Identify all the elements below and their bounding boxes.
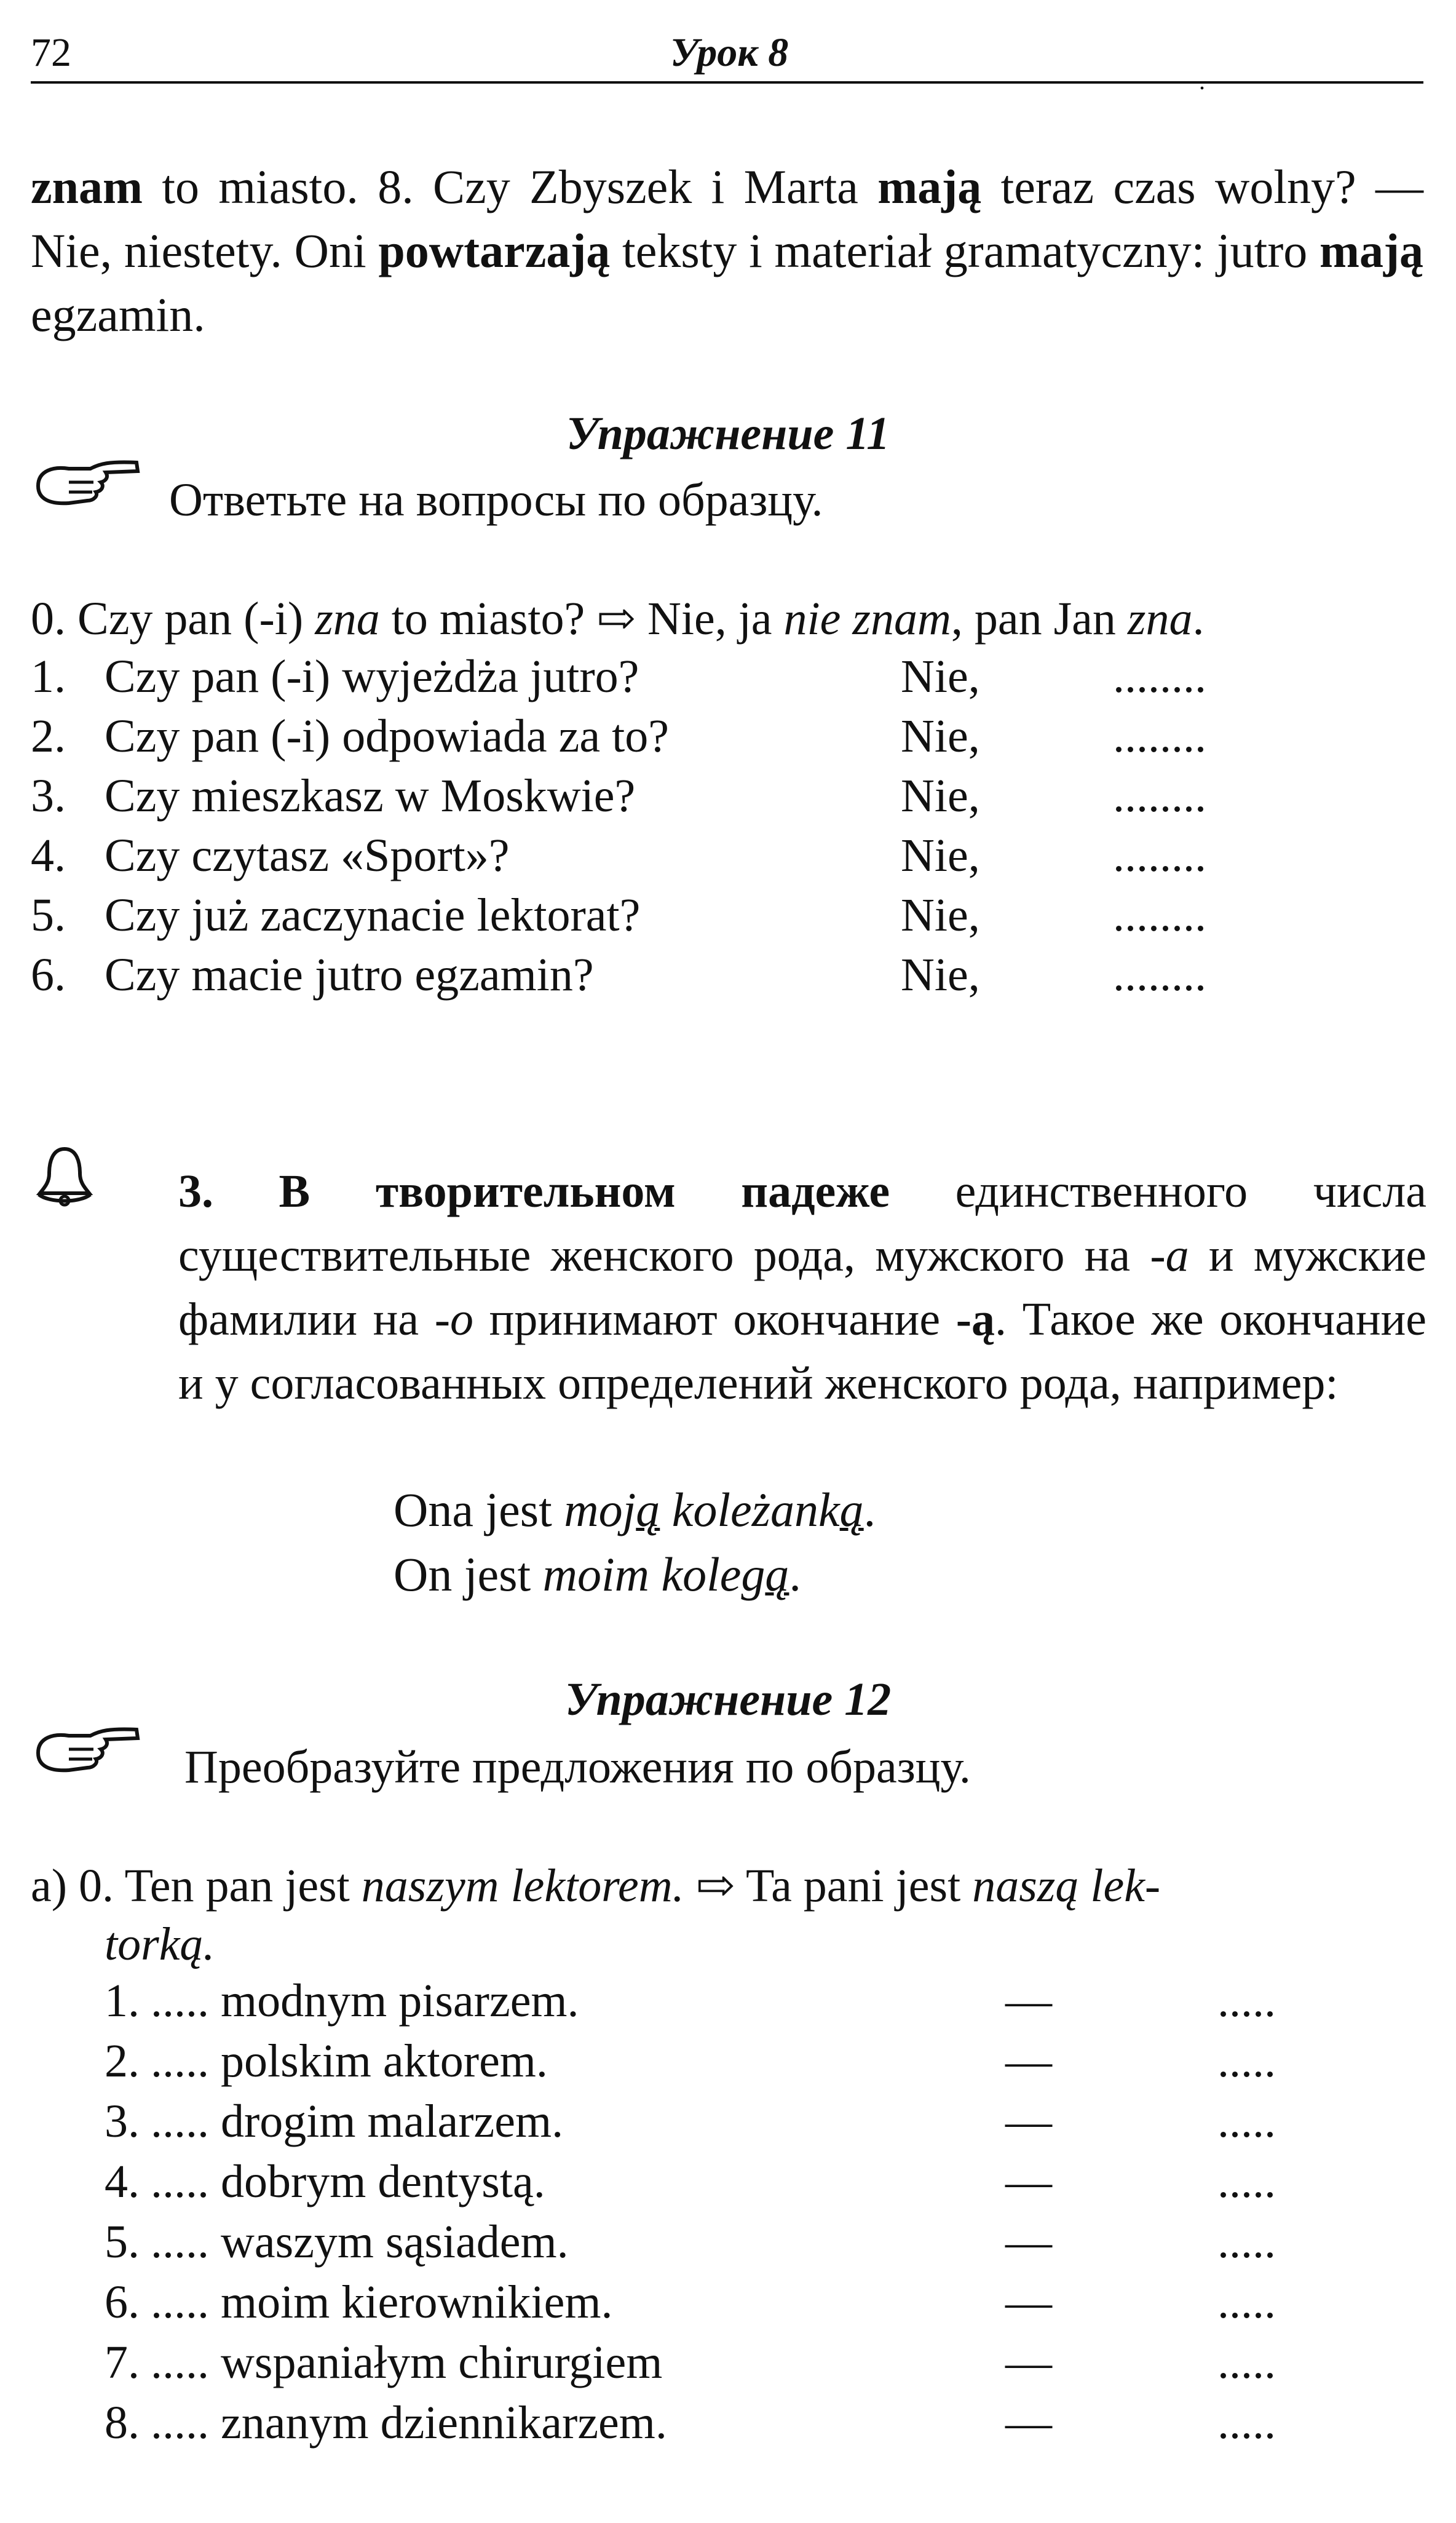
dash-separator: —: [1005, 2216, 1052, 2268]
dash-separator: —: [1005, 2096, 1052, 2147]
answer-start: Nie,: [901, 770, 980, 822]
text-run: -о: [434, 1293, 474, 1345]
dash-separator: —: [1005, 2397, 1052, 2449]
text-run: to miasto? ⇨ Nie, ja: [379, 593, 784, 645]
text-run: moj: [564, 1483, 636, 1536]
pointing-hand-icon: [32, 1722, 149, 1784]
answer-blank: .....: [1217, 2216, 1276, 2268]
answer-start: Nie,: [901, 949, 980, 1001]
row-number: 8.: [105, 2397, 140, 2449]
question-text: Czy mieszkasz w Moskwie?: [105, 770, 636, 822]
running-title: Урок 8: [670, 30, 789, 75]
question-text: Czy pan (-i) odpowiada za to?: [105, 710, 669, 762]
text-run: . Такое же окончание и у согласованных определений женского рода, например:: [178, 1293, 1426, 1409]
text-run: zna: [1127, 593, 1193, 645]
exercise-11-instruction: Ответьте на вопросы по образцу.: [169, 474, 823, 526]
answer-blank: ........: [1113, 770, 1206, 822]
answer-blank: ........: [1113, 830, 1206, 881]
row-number: 6.: [31, 949, 66, 1001]
dash-separator: —: [1005, 2337, 1052, 2388]
text-run: nie znam: [783, 593, 951, 645]
sentence-text: ..... dobrym dentystą.: [151, 2156, 545, 2207]
page-number: 72: [31, 30, 71, 75]
text-run: torką.: [105, 1918, 215, 1970]
row-number: 6.: [105, 2276, 140, 2328]
row-number: 1.: [105, 1975, 140, 2027]
sentence-text: ..... znanym dziennikarzem.: [151, 2397, 667, 2449]
rule-3-text: [178, 1159, 1426, 1415]
dash-separator: —: [1005, 2276, 1052, 2328]
text-run: принимают окончание: [473, 1293, 956, 1345]
text-run: ą: [765, 1548, 789, 1601]
text-run: koleżank: [660, 1483, 840, 1536]
row-number: 3.: [105, 2096, 140, 2147]
answer-blank: .....: [1217, 2276, 1276, 2328]
text-run: .: [789, 1548, 801, 1601]
pointing-hand-icon: [32, 455, 149, 517]
row-number: 2.: [31, 710, 66, 762]
text-run: 3. В: [178, 1166, 376, 1217]
answer-start: Nie,: [901, 830, 980, 881]
exercise-12-instruction: Преобразуйте предложения по образцу.: [184, 1741, 971, 1793]
text-run: .: [863, 1483, 876, 1536]
text-run: On jest: [394, 1548, 543, 1601]
header-dot: .: [1199, 67, 1205, 95]
text-run: zna: [315, 593, 380, 645]
answer-blank: ........: [1113, 651, 1206, 702]
exercise-12-example-line-1: [31, 1857, 1160, 1918]
sentence-text: ..... waszym sąsiadem.: [151, 2216, 569, 2268]
page-header: [31, 25, 1423, 95]
text-run: творительном падеже: [375, 1166, 890, 1217]
intro-paragraph: [31, 155, 1423, 347]
text-run: mają: [877, 160, 982, 213]
row-number: 2.: [105, 2035, 140, 2087]
question-text: Czy czytasz «Sport»?: [105, 830, 510, 881]
exercise-11-example: [31, 590, 1204, 651]
text-run: .: [1192, 593, 1205, 645]
sentence-text: ..... polskim aktorem.: [151, 2035, 548, 2087]
text-run: powtarzają: [378, 224, 611, 277]
dash-separator: —: [1005, 2035, 1052, 2087]
text-run: znam: [31, 160, 143, 213]
text-run: mają: [1320, 224, 1423, 277]
answer-start: Nie,: [901, 710, 980, 762]
text-run: Ona jest: [394, 1483, 564, 1536]
text-run: to miasto. 8. Czy Zbyszek i Marta: [142, 160, 878, 213]
sentence-text: ..... moim kierownikiem.: [151, 2276, 613, 2328]
sentence-text: ..... modnym pisarzem.: [151, 1975, 579, 2027]
question-text: Czy macie jutro egzamin?: [105, 949, 594, 1001]
row-number: 4.: [31, 830, 66, 881]
row-number: 5.: [105, 2216, 140, 2268]
text-run: -ą: [956, 1293, 995, 1345]
text-run: teraz czas wolny? — Nie, niestety. Oni: [31, 160, 1423, 277]
rule-example-1: [394, 1482, 876, 1538]
text-run: a) 0. Ten pan jest: [31, 1860, 362, 1912]
text-run: , pan Jan: [951, 593, 1128, 645]
text-run: naszym lektorem.: [361, 1860, 684, 1912]
answer-blank: .....: [1217, 2156, 1276, 2207]
answer-start: Nie,: [901, 651, 980, 702]
text-run: и мужские фамилии на: [178, 1230, 1426, 1345]
question-text: Czy już zaczynacie lektorat?: [105, 889, 641, 941]
bell-icon: [34, 1144, 95, 1212]
row-number: 4.: [105, 2156, 140, 2207]
text-run: 0. Czy pan (-i): [31, 593, 315, 645]
answer-blank: ........: [1113, 710, 1206, 762]
sentence-text: ..... drogim malarzem.: [151, 2096, 564, 2147]
answer-blank: .....: [1217, 1975, 1276, 2027]
answer-blank: ........: [1113, 889, 1206, 941]
row-number: 7.: [105, 2337, 140, 2388]
text-run: ⇨ Ta pani jest: [684, 1860, 973, 1912]
text-run: moim koleg: [542, 1548, 766, 1601]
answer-start: Nie,: [901, 889, 980, 941]
text-run: naszą lek-: [972, 1860, 1161, 1912]
text-run: -а: [1150, 1230, 1189, 1281]
row-number: 3.: [31, 770, 66, 822]
text-run: egzamin.: [31, 288, 205, 341]
answer-blank: .....: [1217, 2035, 1276, 2087]
answer-blank: .....: [1217, 2337, 1276, 2388]
dash-separator: —: [1005, 2156, 1052, 2207]
answer-blank: .....: [1217, 2096, 1276, 2147]
exercise-12-title: Упражнение 12: [564, 1674, 892, 1725]
row-number: 1.: [31, 651, 66, 702]
exercise-11-title: Упражнение 11: [566, 408, 890, 459]
question-text: Czy pan (-i) wyjeżdża jutro?: [105, 651, 639, 702]
exercise-12-example-line-2: [105, 1918, 215, 1978]
text-run: teksty i materiał gramatyczny: jutro: [610, 224, 1320, 277]
text-run: единственного числа существительные женского рода, мужского на: [178, 1166, 1426, 1281]
answer-blank: .....: [1217, 2397, 1276, 2449]
row-number: 5.: [31, 889, 66, 941]
rule-example-2: [394, 1547, 801, 1602]
dash-separator: —: [1005, 1975, 1052, 2027]
sentence-text: ..... wspaniałym chirurgiem: [151, 2337, 663, 2388]
answer-blank: ........: [1113, 949, 1206, 1001]
text-run: ą: [636, 1483, 660, 1536]
text-run: ą: [839, 1483, 864, 1536]
